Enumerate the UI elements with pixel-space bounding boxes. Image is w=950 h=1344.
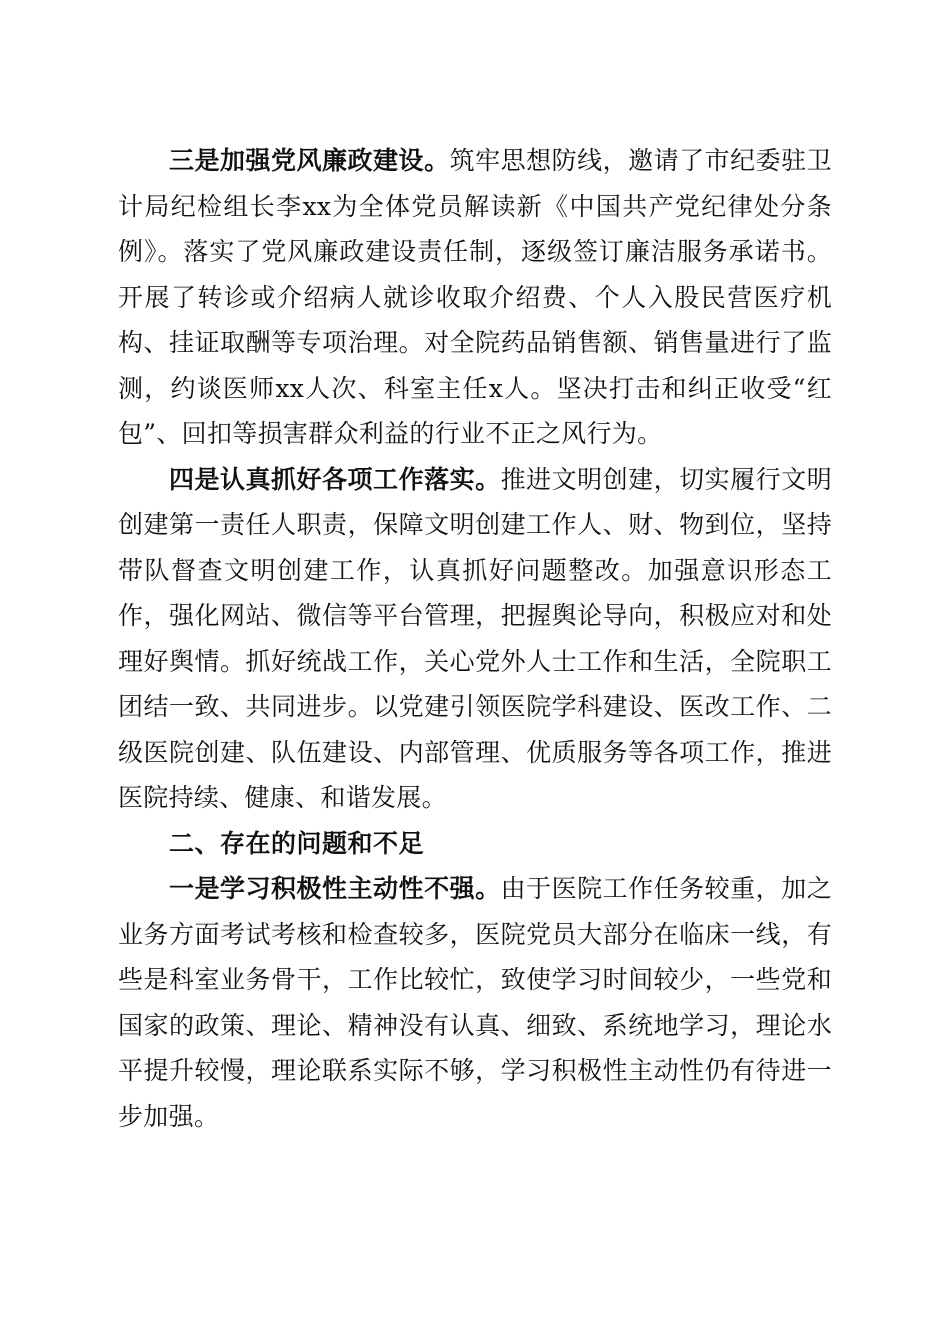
paragraph-work-implementation	[118, 457, 832, 821]
paragraph-lead: 三是加强党风廉政建设。	[169, 146, 450, 175]
paragraph-lead: 一是学习积极性主动性不强。	[169, 874, 501, 903]
paragraph-learning-initiative	[118, 866, 832, 1139]
document-body	[118, 138, 832, 1139]
paragraph-text: 推进文明创建，切实履行文明创建第一责任人职责，保障文明创建工作人、财、物到位，坚持带队督查文明创建工作，认真抓好问题整改。加强意识形态工作，强化网站、微信等平台管理，把握舆论导向，积极应对和处理好舆情。抓好统战工作，关心党外人士工作和生活，全院职工团结一致、共同进步。以党建引领医院学科建设、医改工作、二级医院创建、队伍建设、内部管理、优质服务等各项工作，推进医院持续、健康、和谐发展。	[118, 464, 833, 812]
paragraph-lead: 四是认真抓好各项工作落实。	[169, 464, 501, 494]
paragraph-party-conduct	[118, 138, 832, 457]
section-heading: 二、存在的问题和不足	[169, 828, 425, 858]
paragraph-text: 由于医院工作任务较重，加之业务方面考试考核和检查较多，医院党员大部分在临床一线，有些是科室业务骨干，工作比较忙，致使学习时间较少，一些党和国家的政策、理论、精神没有认真、细致、系统地学习，理论水平提升较慢，理论联系实际不够，学习积极性主动性仍有待进一步加强。	[118, 874, 833, 1131]
paragraph-text: 筑牢思想防线，邀请了市纪委驻卫计局纪检组长李xx为全体党员解读新《中国共产党纪律处分条例》。落实了党风廉政建设责任制，逐级签订廉洁服务承诺书。开展了转诊或介绍病人就诊收取介绍费、个人入股民营医疗机构、挂证取酬等专项治理。对全院药品销售额、销售量进行了监测，约谈医师xx人次、科室主任x人。坚决打击和纠正收受“红包”、回扣等损害群众利益的行业不正之风行为。	[118, 146, 832, 448]
